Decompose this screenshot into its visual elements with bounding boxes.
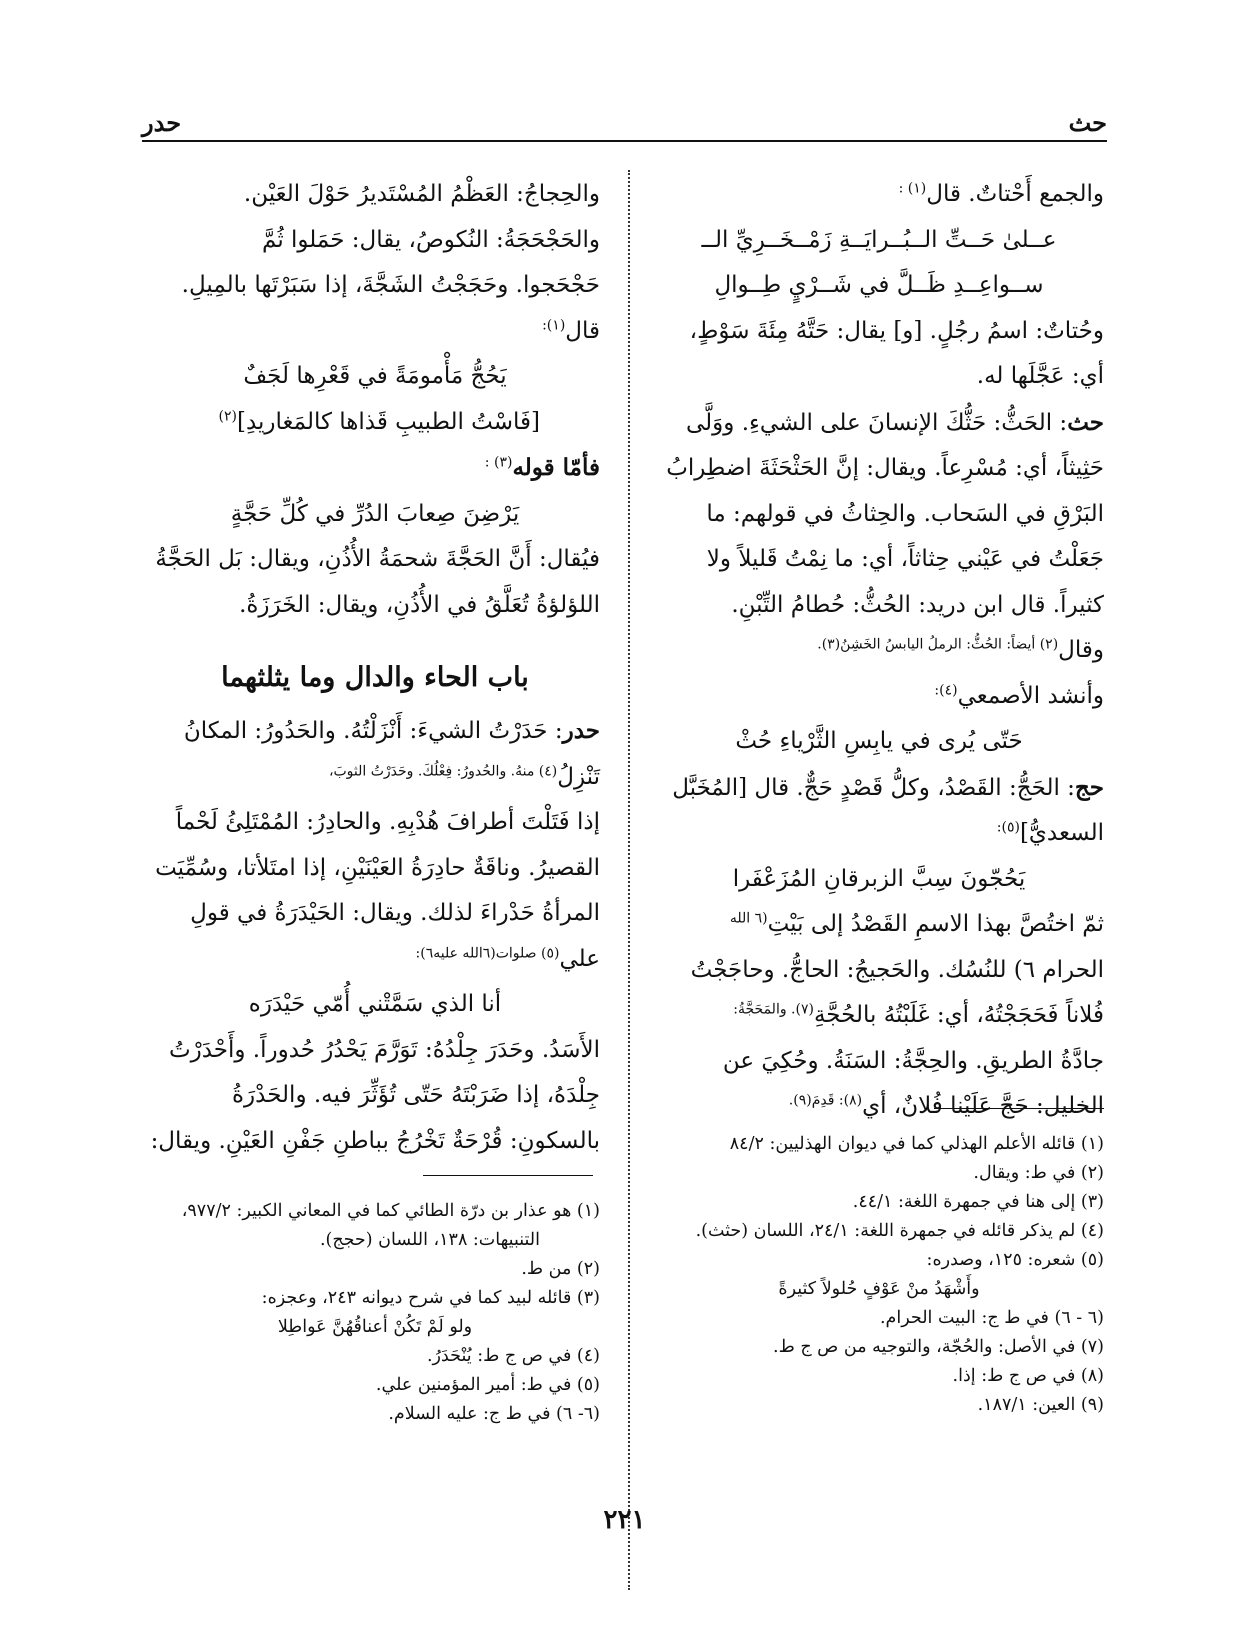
text-line: حَجْحَجوا. وحَجَجْتُ الشَجَّةَ، إذا سَبَرْتَها بالمِيلِ. [181, 272, 600, 298]
text-line: وحُتاتٌ: اسمُ رجُلٍ. [و] يقال: حَتَّهُ مِئَةَ سَوْطٍ، [689, 317, 1104, 344]
text-line: علي$^{(٥) صلوات(٦الله عليه٦):}$ [415, 944, 600, 972]
text-line: السعديُّ]$^{(٥):}$ [996, 819, 1104, 846]
entry-headword: حث [1067, 408, 1104, 436]
text-line: الخليل: حَجَّ عَلَيْنا فُلانٌ، أي$^{(٨): قَدِمَ(٩).}$ [788, 1092, 1104, 1119]
verse-line: ســواعِــدِ ظَــلَّ في شَــرْيٍ طِــوالِ [714, 272, 1044, 298]
text-line: فأمّا قوله$^{(٣) :}$ [484, 454, 600, 481]
text-line: الحرام ٦) للنُسُك. والحَجيجُ: الحاجُّ. وحاجَجْتُ [690, 956, 1104, 983]
footnote: (٨) في ص ج ط: إذا. [952, 1366, 1104, 1386]
text-line: اللؤلؤةُ تُعَلَّقُ في الأُذُنِ، ويقال: الخَرَزَةُ. [239, 591, 600, 618]
footnote: (١) هو عذار بن درّة الطائي كما في المعاني الكبير: ٩٧٧/٢، [181, 1201, 600, 1221]
footnotes-left [150, 1197, 600, 1429]
footnote-rule-right [934, 1108, 1104, 1109]
entry-headword: حج [1074, 773, 1104, 801]
entry-headword: حدر [562, 717, 600, 744]
text-line: إذا فَتَلْتَ أطرافَ هُدْبِهِ. والحادِرُ: المُمْتَلِئُ لَحْماً [175, 809, 600, 835]
text-line: ثمّ اختُصَّ بهذا الاسمِ القَصْدُ إلى بَيْتِ$^{(٦ الله}$ [729, 910, 1104, 937]
text-line: أي: عَجَّلَها له. [976, 363, 1104, 389]
text-line: والجمع أَحْتاتٌ. قال$^{(١) :}$ [898, 180, 1104, 207]
footnote: (٣) إلى هنا في جمهرة اللغة: ٤٤/١. [852, 1192, 1104, 1212]
verse-line: يَحُجُّ مَأْمومَةً في قَعْرِها لَجَفٌ [243, 363, 507, 389]
footnote: (٤) في ص ج ط: يُنْحَدَرُ. [426, 1346, 600, 1366]
text-line: وقال$^{(٢) أيضاً: الحُثُّ: الرملُ اليابسُ الخَشِنُ(٣).}$ [817, 636, 1104, 663]
entry-hadar: حدر: حَدَرْتُ الشيءَ: أَنْزَلْتُهُ. والحَدُورُ: المكانُ [183, 717, 600, 744]
verse-line: عــلىٰ حَــتِّ الــبُــرايَــةِ زَمْــخَــرِيِّ الــ [701, 226, 1057, 253]
text-line: قال$^{(١):}$ [542, 316, 600, 344]
text-line: جَعَلْتُ في عَيْني حِثاثاً، أي: ما نِمْتُ قَليلاً ولا [706, 546, 1104, 572]
text-line: جادَّةُ الطريقِ. والحِجَّةُ: السَنَةُ. وحُكِيَ عن [722, 1047, 1104, 1074]
verse-line: حَتّى يُرى في يابِسِ الثَّرْياءِ حُثْ [735, 728, 1023, 754]
footnote: (٢) في ط: ويقال. [973, 1163, 1104, 1183]
footnote: (٧) في الأصل: والحُجّة، والتوجيه من ص ج ط. [773, 1337, 1104, 1357]
entry-hath: حث: الحَثُّ: حَثُّكَ الإنسانَ على الشيءِ. ووَلَّى [686, 408, 1104, 436]
footnote: (١) قائله الأعلم الهذلي كما في ديوان الهذليين: ٨٤/٢ [729, 1134, 1104, 1154]
footnote: (٣) قائله لبيد كما في شرح ديوانه ٢٤٣، وعجزه: [261, 1288, 600, 1308]
footnote: (٤) لم يذكر قائله في جمهرة اللغة: ٢٤/١، اللسان (حثث). [695, 1221, 1104, 1241]
text-line: تَنْزِلُ$^{(٤) منهُ. والحُدورُ: فِعْلُكَ. وحَدَرْتُ الثوبَ،}$ [328, 762, 600, 790]
verse-line: يَرْضِنَ صِعابَ الدُرِّ في كُلِّ حَجَّةٍ [230, 500, 520, 527]
footnote: (٢) من ط. [521, 1259, 600, 1279]
column-divider [628, 170, 630, 1590]
text-line: جِلْدَهُ، إذا ضَرَبْتَهُ حَتّى تُؤَثِّرَ فيه. والحَدْرَةُ [231, 1082, 600, 1108]
text-line: حَثِيثاً، أي: مُسْرِعاً. ويقال: إنَّ الحَثْحَثَةَ اضطِرابُ [666, 455, 1104, 481]
text-line: فُلاناً فَحَجَجْتُهُ، أي: غَلَبْتُهُ بالحُجَّةِ$^{(٧). والمَحَجَّةُ:}$ [733, 1001, 1104, 1028]
text-line: المرأةُ حَدْراءَ لذلك. ويقال: الحَيْدَرَةُ في قولِ [190, 900, 600, 926]
footnote: (٥) في ط: أمير المؤمنين علي. [375, 1375, 600, 1395]
entry-hajj: حج: الحَجُّ: القَصْدُ، وكلُّ قَصْدٍ حَجٌّ. قال [المُخَبَّل [672, 773, 1104, 801]
footnotes-right [654, 1130, 1104, 1420]
page-number: ٢٢١ [603, 1505, 646, 1535]
text-line: القصيرُ. وناقَةٌ حادِرَةُ العَيْنَيْنِ، إذا امتَلأتا، وسُمِّيَت [155, 854, 600, 881]
section-title: باب الحاء والدال وما يثلثهما [221, 662, 529, 693]
text-line: والحَجْحَجَةُ: النُكوصُ، يقال: حَمَلوا ثُمَّ [262, 226, 600, 253]
footnote: (٥) شعره: ١٢٥، وصدره: [926, 1250, 1104, 1270]
text-line: البَرْقِ في السَحاب. والحِثاثُ في قولهم: ما [706, 500, 1104, 527]
verse-line: [فَاسْتُ الطبيبِ قَذاها كالمَغاريدِ]$^{(٢)}$ [218, 407, 540, 435]
text-line: فيُقال: أَنَّ الحَجَّةَ شحمَةُ الأُذُنِ، ويقال: بَل الحَجَّةُ [155, 546, 600, 572]
verse-line: أنا الذي سَمَّتْني أُمّي حَيْدَرَه [248, 991, 502, 1017]
text-line: والحِجاجُ: العَظْمُ المُسْتَديرُ حَوْلَ العَيْن. [243, 181, 600, 207]
footnote-continuation: التنبيهات: ١٣٨، اللسان (حجج). [319, 1230, 540, 1250]
text-line: وأنشد الأصمعي$^{(٤):}$ [934, 681, 1104, 709]
text-line: كثيراً. قال ابن دريد: الحُثُّ: حُطامُ التِّبْنِ. [731, 591, 1104, 618]
running-head-right: حث [1068, 108, 1107, 137]
text-line: الأَسَدُ. وحَدَرَ جِلْدُهُ: تَوَرَّمَ يَحْدُرُ حُدوراً. وأَحْدَرْتُ [168, 1036, 600, 1063]
footnote-rule-left [423, 1175, 593, 1176]
text-line: بالسكونِ: قُرْحَةٌ تَخْرُجُ بباطنِ جَفْنِ العَيْنِ. ويقال: [150, 1127, 600, 1154]
right-column [654, 172, 1104, 1130]
footnote-verse: ولو لَمْ تَكُنْ أعناقُهُنَّ عَواطِلا [277, 1317, 473, 1337]
footnote: (٦- ٦) في ط ج: عليه السلام. [388, 1404, 600, 1424]
left-column [150, 172, 600, 1164]
verse-line: يَحُجّونَ سِبَّ الزبرقانِ المُزَعْفَرا [732, 865, 1026, 892]
header-rule [142, 140, 1107, 142]
footnote: (٩) العين: ١٨٧/١. [977, 1395, 1104, 1415]
footnote-verse: وأَشْهَدُ منْ عَوْفٍ حُلولاً كثيرةً [778, 1279, 980, 1299]
footnote: (٦ - ٦) في ط ج: البيت الحرام. [879, 1308, 1104, 1328]
running-head-left: حدر [142, 108, 182, 137]
